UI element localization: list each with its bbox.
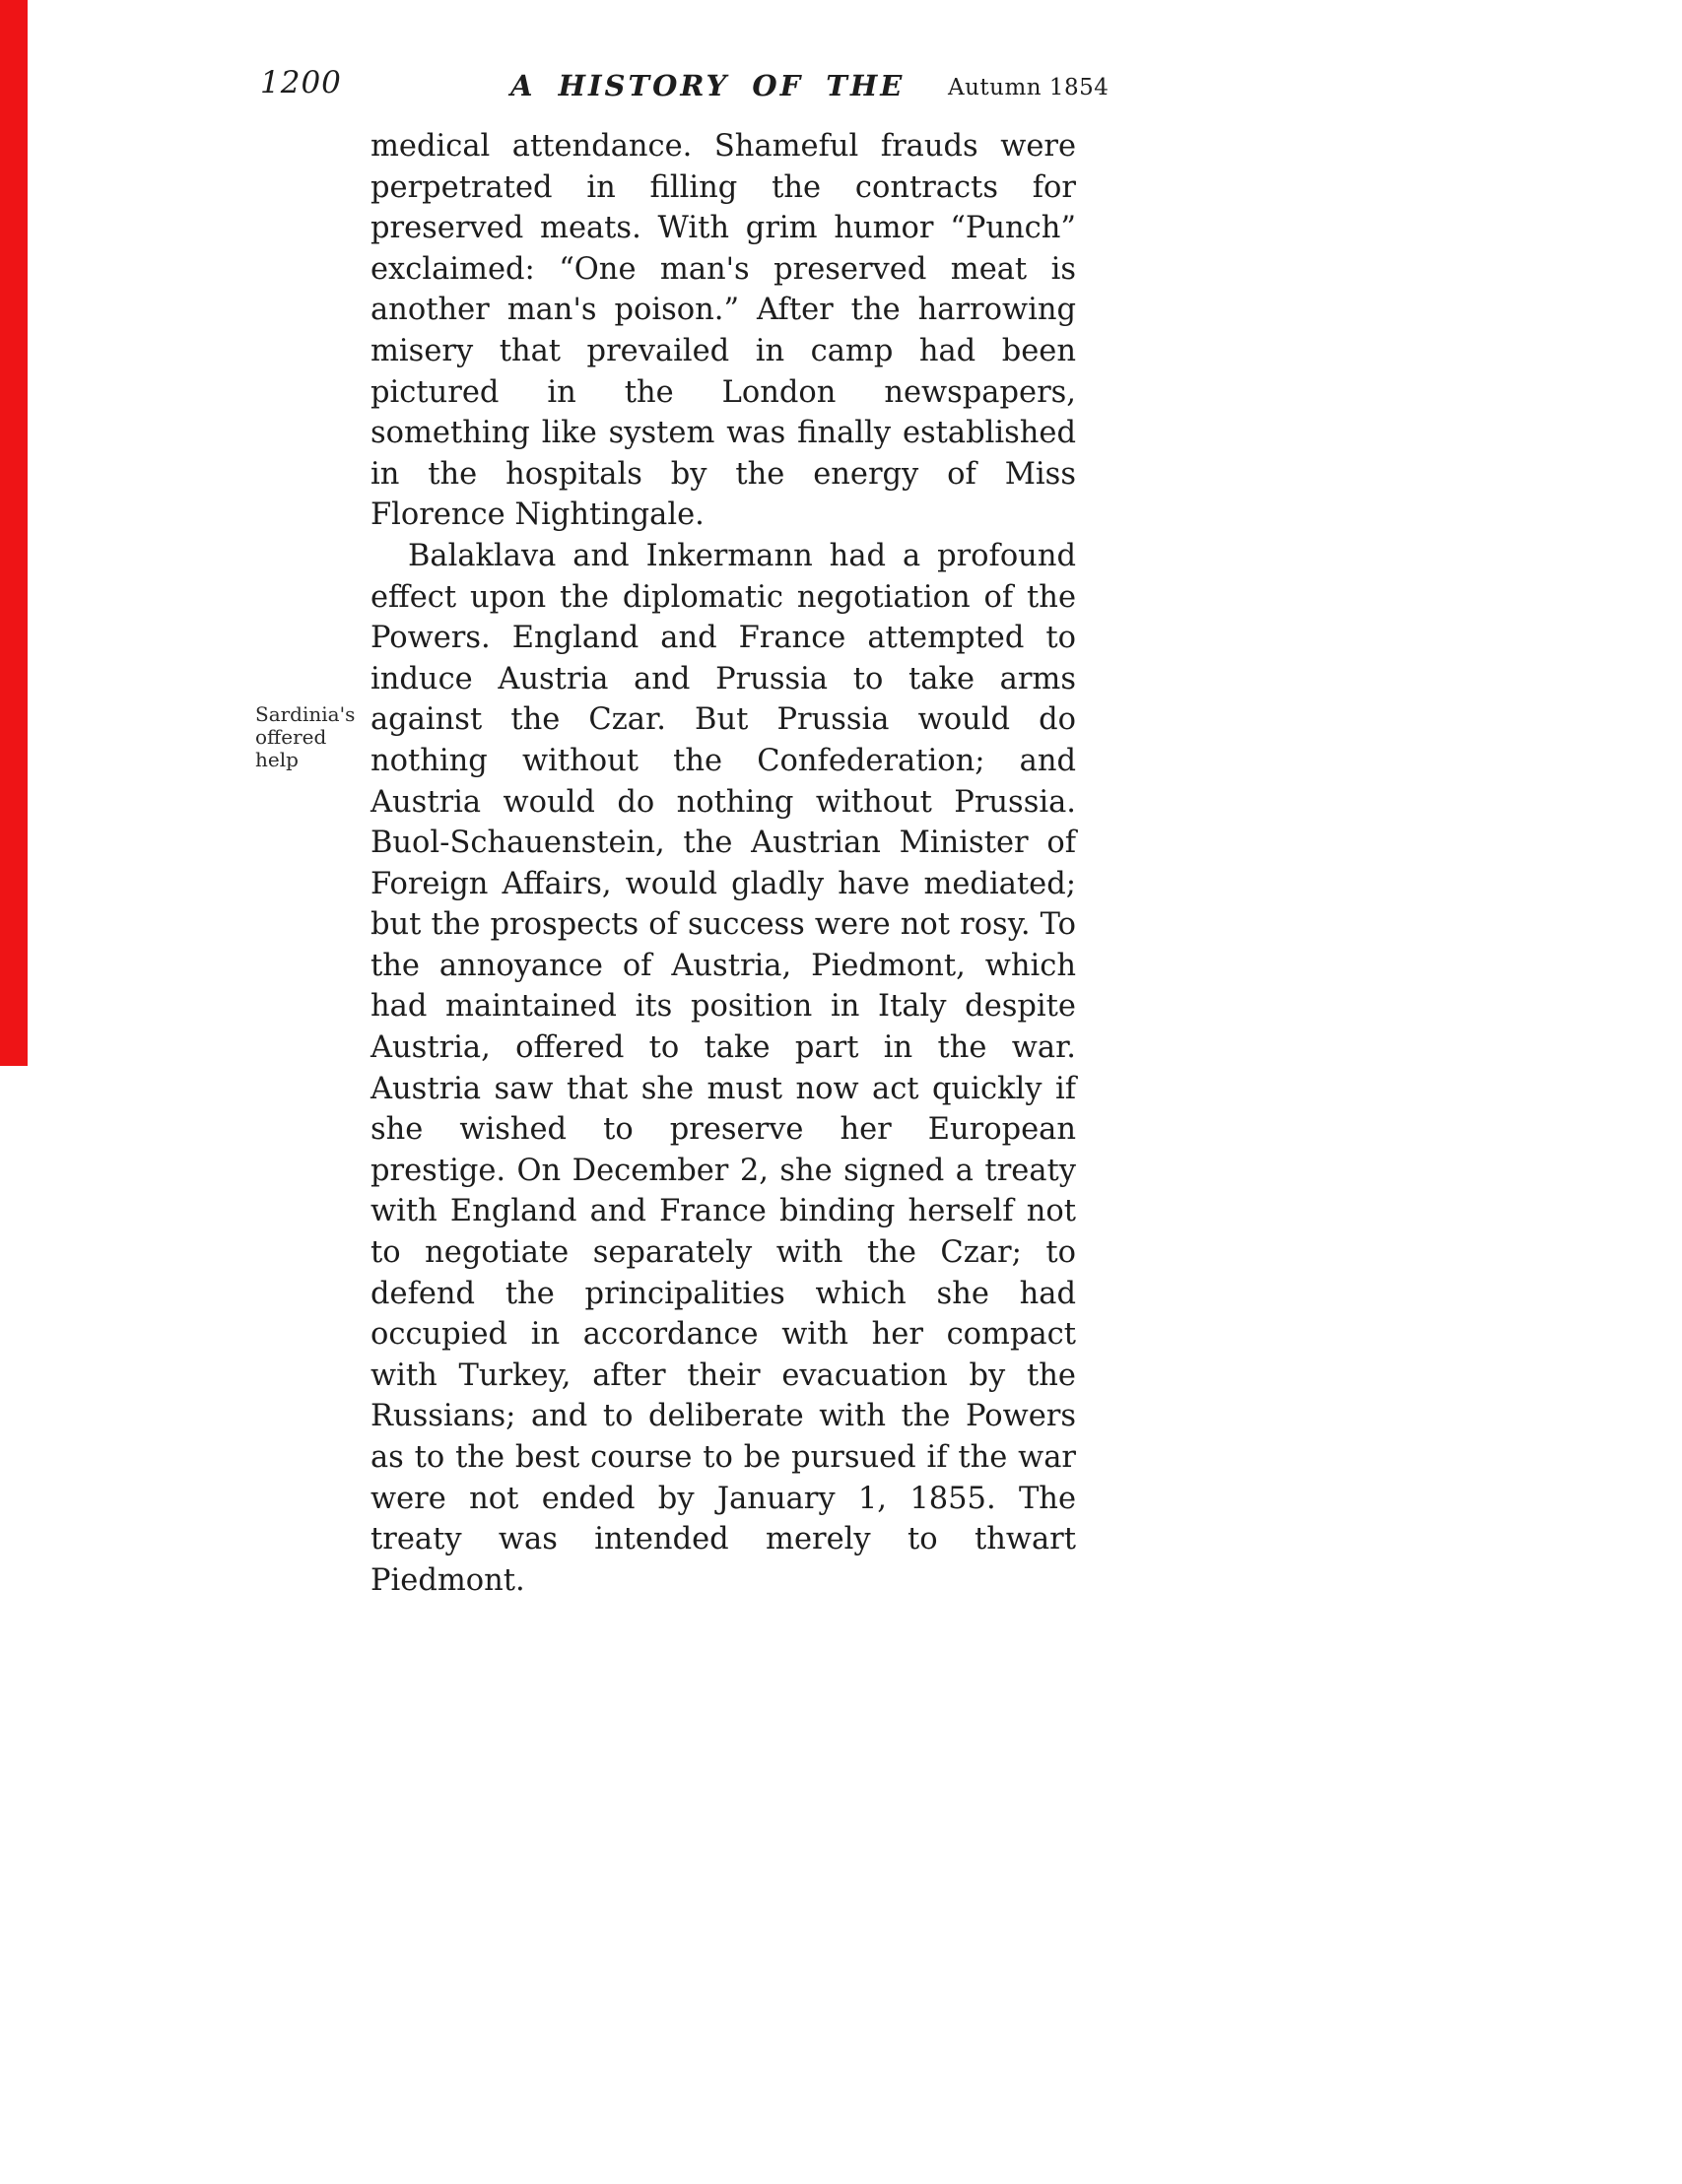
paragraph-continuation: medical attendance. Shameful frauds were perpetrated in filling the contracts for preserved meats. With grim humor “Punch” exclaimed: “One man's preserved meat is another man's poison.” After the harrowing misery that prevailed in camp had been pictured in the London newspapers, something like system was finally established in the hospitals by the energy of Miss Florence Nightingale. bbox=[370, 129, 1076, 533]
running-title: A HISTORY OF THE bbox=[510, 69, 906, 102]
scan-artifact-red-stripe bbox=[0, 0, 28, 1066]
page-number: 1200 bbox=[260, 65, 342, 100]
body-text-block bbox=[370, 126, 1076, 1601]
margin-note: Sardinia's offered help bbox=[255, 702, 356, 771]
header-date: Autumn 1854 bbox=[948, 75, 1110, 100]
paragraph-balaklava: Balaklava and Inkermann had a profound effect upon the diplomatic negotiation of the Powers. England and France attempted to induce Austria and Prussia to take arms against the Czar. But Prussia would do nothing without the Confederation; and Austria would do nothing without Prussia. Buol-Schauenstein, the Austrian Minister of Foreign Affairs, would gladly have mediated; but the prospects of success were not rosy. To the annoyance of Austria, Piedmont, which had maintained its position in Italy despite Austria, offered to take part in the war. Austria saw that she must now act quickly if she wished to preserve her European prestige. On December 2, she signed a treaty with England and France binding herself not to negotiate separately with the Czar; to defend the principalities which she had occupied in accordance with her compact with Turkey, after their evacuation by the Russians; and to deliberate with the Powers as to the best course to be pursued if the war were not ended by January 1, 1855. The treaty was intended merely to thwart Piedmont. bbox=[370, 538, 1076, 1598]
